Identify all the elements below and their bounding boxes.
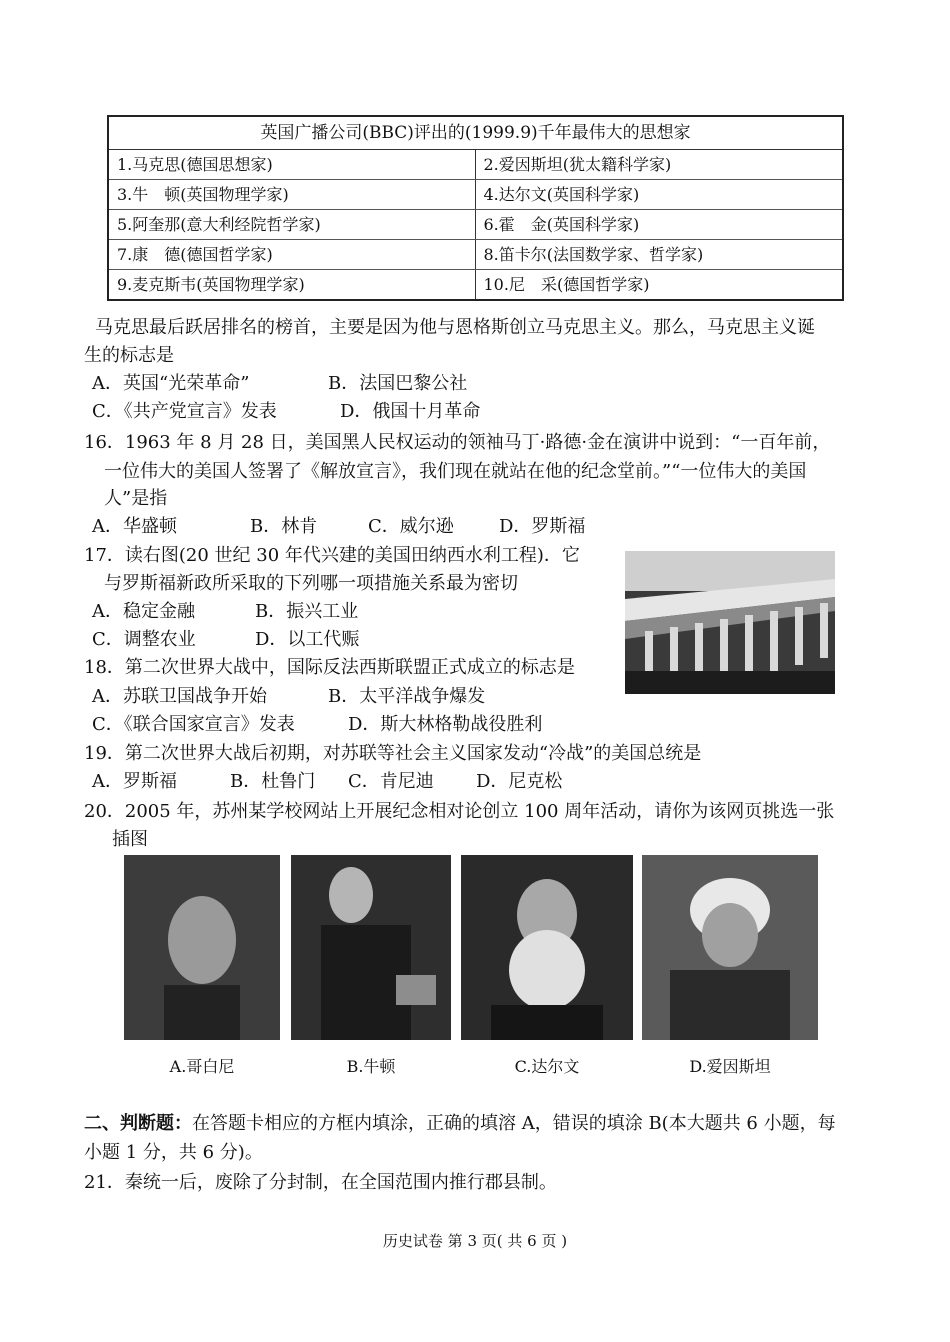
q15-option-d: D．俄国十月革命	[340, 401, 481, 422]
q18-option-a: A．苏联卫国战争开始	[92, 686, 267, 707]
section2-line1	[84, 1110, 836, 1138]
q19-option-c: C．肯尼迪	[348, 771, 434, 792]
portrait-illustration	[124, 855, 280, 1040]
q18-stem-line1: 18．第二次世界大战中，国际反法西斯联盟正式成立的标志是	[84, 657, 575, 678]
table-cell: 1.马克思(德国思想家)	[109, 150, 476, 179]
q16-stem-line1: 16．1963 年 8 月 28 日，美国黑人民权运动的领袖马丁·路德·金在演讲中说到：“一百年前，	[84, 432, 831, 453]
q16-option-b: B．林肯	[250, 516, 318, 537]
q18-option-b: B．太平洋战争爆发	[328, 686, 486, 707]
page-footer: 历史试卷 第 3 页( 共 6 页 )	[382, 1232, 568, 1250]
table-row	[109, 180, 842, 210]
q16-option-d: D．罗斯福	[499, 516, 586, 537]
portrait-illustration	[291, 855, 451, 1040]
q15-option-c: C．《共产党宣言》发表	[92, 401, 277, 422]
caption-b: B.牛顿	[346, 1057, 396, 1076]
q15-stem-line2: 生的标志是	[84, 345, 174, 366]
caption-a: A.哥白尼	[169, 1057, 235, 1076]
table-cell: 2.爱因斯坦(犹太籍科学家)	[483, 155, 672, 174]
q16-option-c: C．威尔逊	[368, 516, 454, 537]
q15-stem-line1: 马克思最后跃居排名的榜首，主要是因为他与恩格斯创立马克思主义。那么，马克思主义诞	[95, 317, 815, 338]
dam-illustration	[625, 551, 835, 694]
q18-option-c: C．《联合国家宣言》发表	[92, 714, 295, 735]
caption-c: C.达尔文	[514, 1057, 580, 1076]
q16-stem-line2: 一位伟大的美国人签署了《解放宣言》，我们现在就站在他的纪念堂前。”“一位伟大的美国	[104, 461, 807, 482]
q17-option-d: D．以工代赈	[255, 629, 360, 650]
portrait-illustration	[461, 855, 633, 1040]
q17-option-c: C．调整农业	[92, 629, 196, 650]
table-title: 英国广播公司(BBC)评出的(1999.9)千年最伟大的思想家	[109, 117, 842, 150]
table-row	[109, 240, 842, 270]
q21-stem-line1: 21．秦统一后，废除了分封制，在全国范围内推行郡县制。	[84, 1172, 557, 1193]
section2-line2: 小题 1 分，共 6 分)。	[84, 1142, 263, 1163]
q20-stem-line2: 插图	[112, 829, 148, 850]
q16-stem-line3: 人”是指	[104, 488, 168, 509]
section2-heading: 二、判断题：	[84, 1113, 192, 1134]
table-cell: 8.笛卡尔(法国数学家、哲学家)	[483, 245, 704, 264]
bbc-thinkers-table	[107, 115, 844, 301]
table-cell: 4.达尔文(英国科学家)	[483, 185, 640, 204]
q17-stem-line2: 与罗斯福新政所采取的下列哪一项措施关系最为密切	[104, 573, 518, 594]
table-row	[109, 270, 842, 299]
q15-option-b: B．法国巴黎公社	[328, 373, 468, 394]
q19-option-b: B．杜鲁门	[230, 771, 316, 792]
table-row	[109, 150, 842, 180]
portrait-newton	[291, 855, 451, 1040]
portrait-illustration	[642, 855, 818, 1040]
q17-option-a: A．稳定金融	[92, 601, 195, 622]
q17-option-b: B．振兴工业	[255, 601, 359, 622]
portrait-einstein	[642, 855, 818, 1040]
table-row	[109, 210, 842, 240]
table-cell: 10.尼 采(德国哲学家)	[483, 275, 650, 294]
q17-stem-line1: 17．读右图(20 世纪 30 年代兴建的美国田纳西水利工程)．它	[84, 545, 580, 566]
q19-option-d: D．尼克松	[476, 771, 563, 792]
table-cell: 7.康 德(德国哲学家)	[109, 240, 476, 269]
table-cell: 3.牛 顿(英国物理学家)	[109, 180, 476, 209]
q19-option-a: A．罗斯福	[92, 771, 177, 792]
table-cell: 6.霍 金(英国科学家)	[483, 215, 640, 234]
q15-option-a: A．英国“光荣革命”	[92, 373, 250, 394]
tva-dam-photo	[625, 551, 835, 694]
portrait-darwin	[461, 855, 633, 1040]
table-cell: 5.阿奎那(意大利经院哲学家)	[109, 210, 476, 239]
table-cell: 9.麦克斯韦(英国物理学家)	[109, 270, 476, 299]
q16-option-a: A．华盛顿	[92, 516, 177, 537]
q20-stem-line1: 20．2005 年，苏州某学校网站上开展纪念相对论创立 100 周年活动，请你为该网页挑选一张	[84, 801, 835, 822]
portrait-copernicus	[124, 855, 280, 1040]
section2-instructions: 在答题卡相应的方框内填涂，正确的填溶 A，错误的填涂 B(本大题共 6 小题，每	[192, 1113, 836, 1134]
q19-stem-line1: 19．第二次世界大战后初期，对苏联等社会主义国家发动“冷战”的美国总统是	[84, 743, 702, 764]
q18-option-d: D．斯大林格勒战役胜利	[348, 714, 543, 735]
caption-d: D.爱因斯坦	[689, 1057, 771, 1076]
